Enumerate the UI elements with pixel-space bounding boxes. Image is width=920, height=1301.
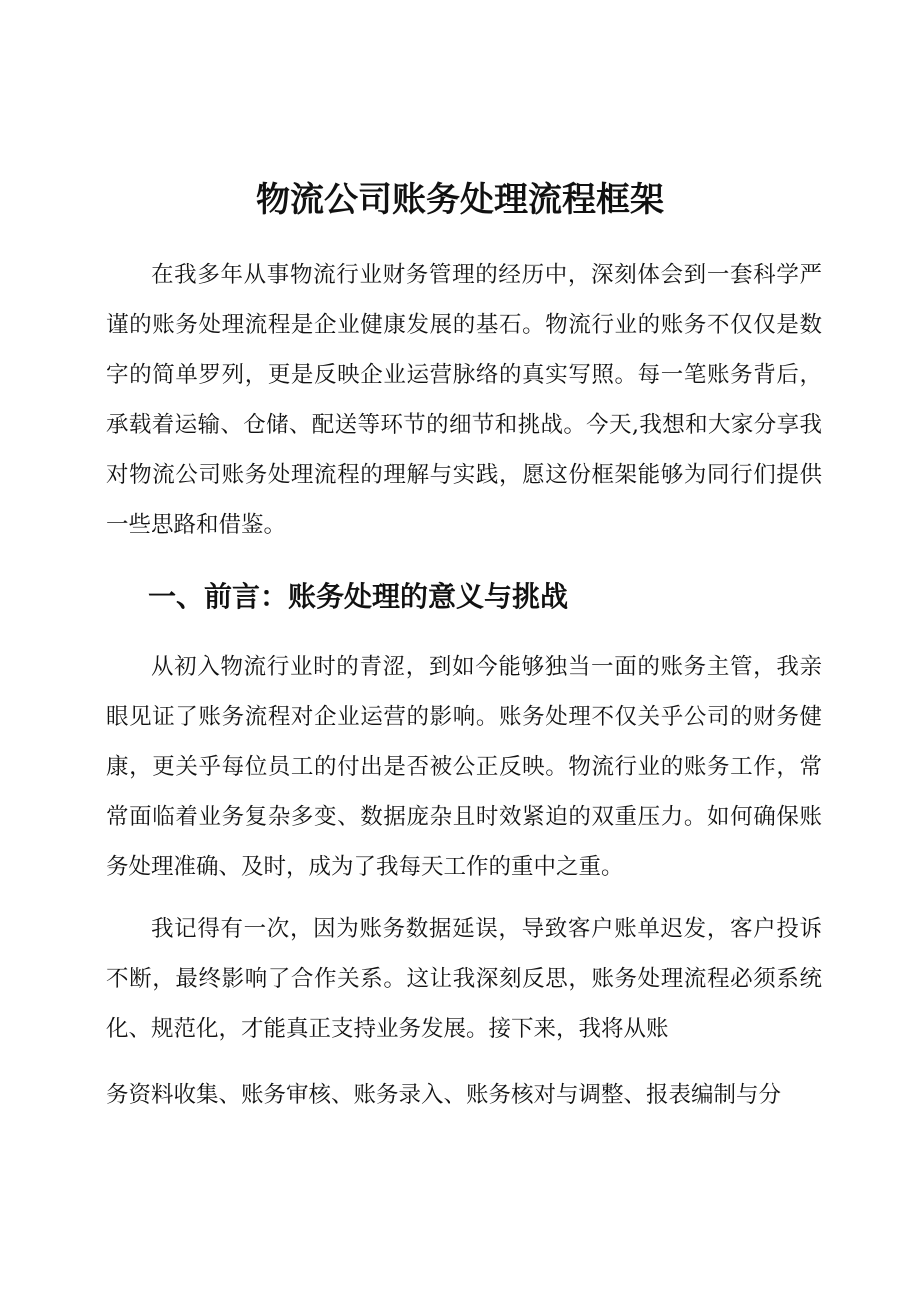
section-paragraph-3: 务资料收集、账务审核、账务录入、账务核对与调整、报表编制与分 [106,1082,782,1108]
document-title: 物流公司账务处理流程框架 [256,180,664,220]
intro-paragraph: 在我多年从事物流行业财务管理的经历中，深刻体会到一套科学严谨的账务处理流程是企业健康发展的基石。物流行业的账务不仅仅是数字的简单罗列，更是反映企业运营脉络的真实写照。每一笔账务背后，承载着运输、仓储、配送等环节的细节和挑战。今天,我想和大家分享我对物流公司账务处理流程的理解与实践，愿这份框架能够为同行们提供一些思路和借鉴。 [106,262,822,538]
section-paragraph-1: 从初入物流行业时的青涩，到如今能够独当一面的账务主管，我亲眼见证了账务流程对企业运营的影响。账务处理不仅关乎公司的财务健康，更关乎每位员工的付出是否被公正反映。物流行业的账务工作，常常面临着业务复杂多变、数据庞杂且时效紧迫的双重压力。如何确保账务处理准确、及时，成为了我每天工作的重中之重。 [106,654,822,880]
section-heading: 一、前言：账务处理的意义与挑战 [148,580,569,613]
section-paragraph-2: 我记得有一次，因为账务数据延误，导致客户账单迟发，客户投诉不断，最终影响了合作关系。这让我深刻反思，账务处理流程必须系统化、规范化，才能真正支持业务发展。接下来，我将从账 [106,916,822,1042]
